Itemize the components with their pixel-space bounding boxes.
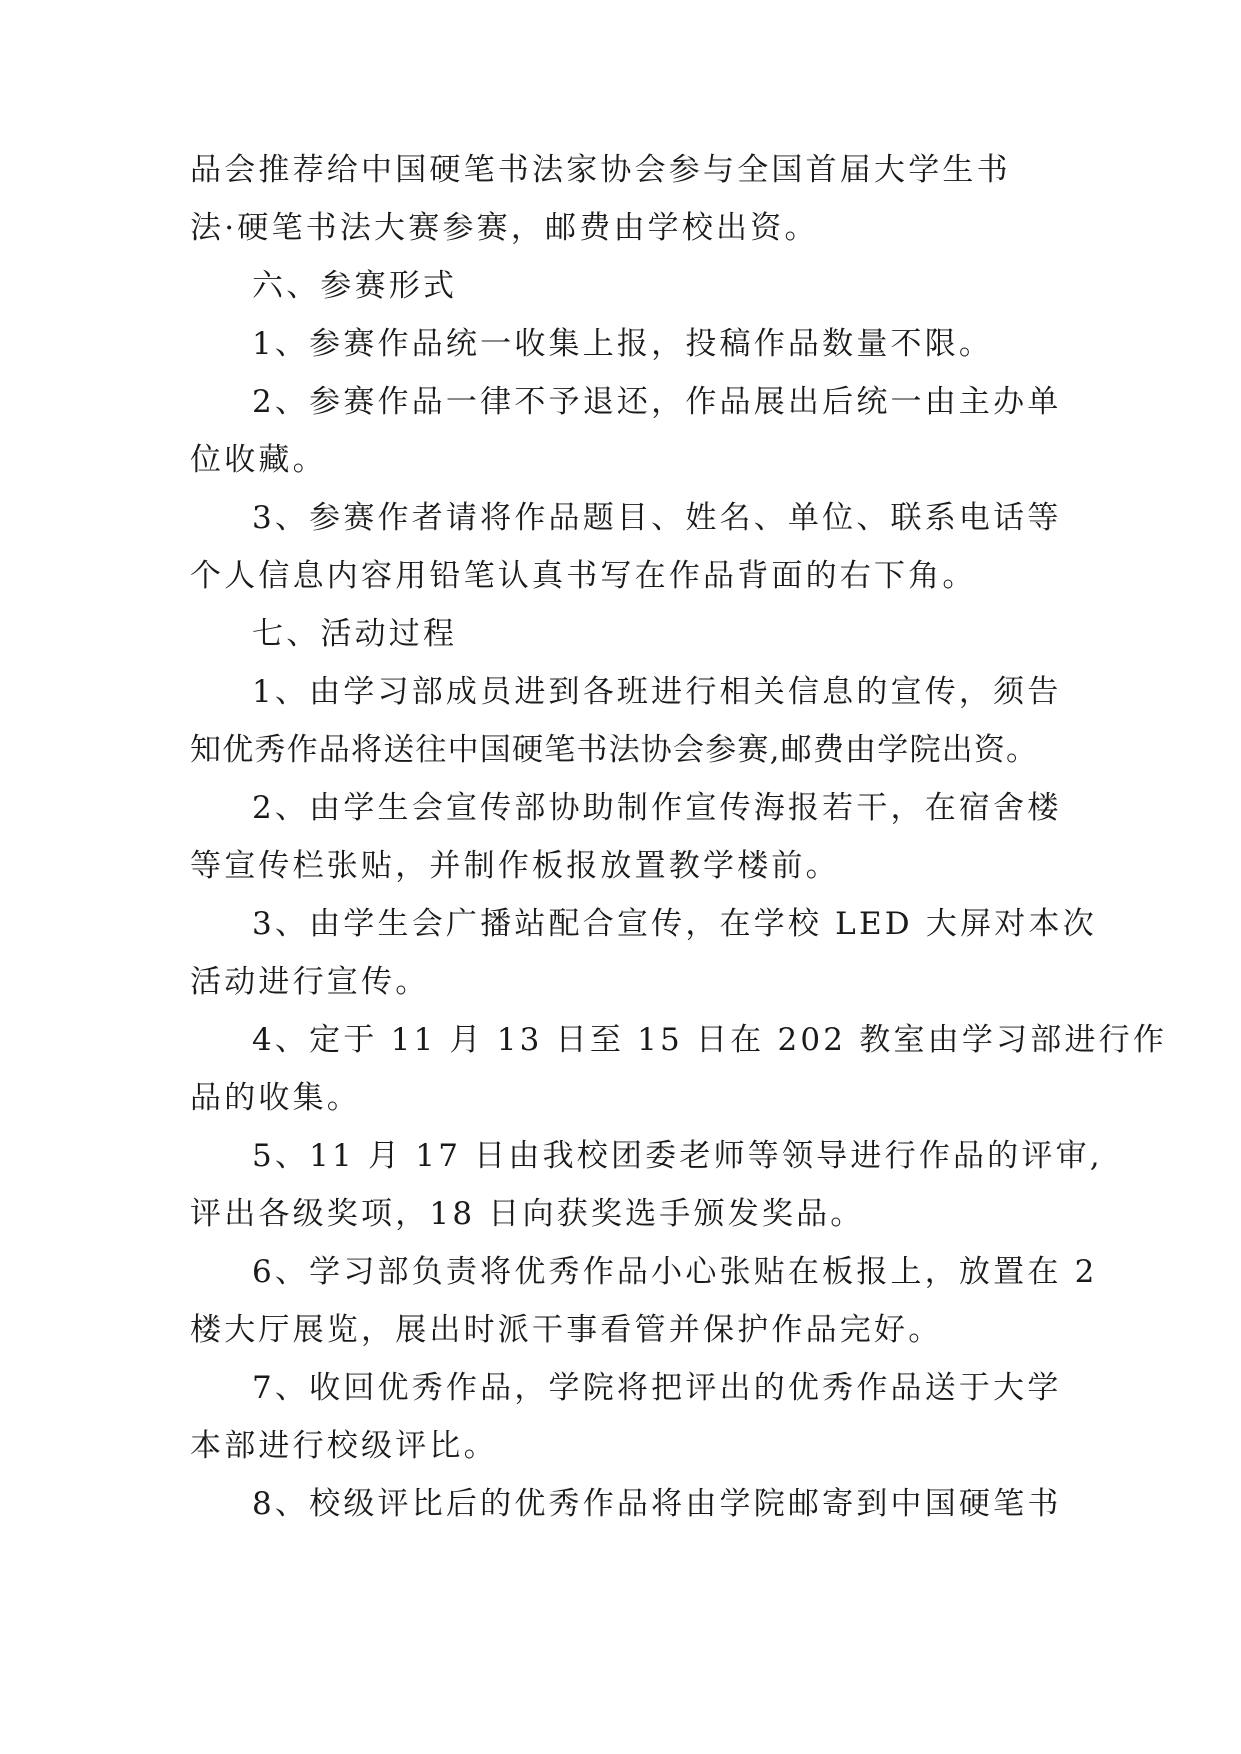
- paragraph-line: 楼大厅展览，展出时派干事看管并保护作品完好。: [190, 1312, 943, 1348]
- section-heading: 六、参赛形式: [252, 268, 458, 304]
- paragraph-line: 等宣传栏张贴，并制作板报放置教学楼前。: [190, 848, 840, 884]
- paragraph-line: 品的收集。: [190, 1080, 361, 1116]
- list-item: 1、由学习部成员进到各班进行相关信息的宣传，须告: [252, 674, 1062, 710]
- list-item: 1、参赛作品统一收集上报，投稿作品数量不限。: [252, 326, 994, 362]
- section-heading: 七、活动过程: [252, 616, 458, 652]
- paragraph-line: 评出各级奖项，18 日向获奖选手颁发奖品。: [190, 1196, 865, 1232]
- list-item: 5、11 月 17 日由我校团委老师等领导进行作品的评审,: [252, 1138, 1103, 1174]
- list-item: 2、参赛作品一律不予退还，作品展出后统一由主办单: [252, 384, 1062, 420]
- paragraph-line: 位收藏。: [190, 442, 327, 478]
- paragraph-line: 法·硬笔书法大赛参赛，邮费由学校出资。: [190, 210, 819, 246]
- paragraph-line: 品会推荐给中国硬笔书法家协会参与全国首届大学生书: [190, 152, 1011, 188]
- list-item: 8、校级评比后的优秀作品将由学院邮寄到中国硬笔书: [252, 1486, 1062, 1522]
- list-item: 2、由学生会宣传部协助制作宣传海报若干，在宿舍楼: [252, 790, 1062, 826]
- paragraph-line: 知优秀作品将送往中国硬笔书法协会参赛,邮费由学院出资。: [190, 732, 1039, 768]
- paragraph-line: 本部进行校级评比。: [190, 1428, 498, 1464]
- list-item: 3、参赛作者请将作品题目、姓名、单位、联系电话等: [252, 500, 1062, 536]
- list-item: 3、由学生会广播站配合宣传，在学校 LED 大屏对本次: [252, 906, 1097, 942]
- list-item: 6、学习部负责将优秀作品小心张贴在板报上，放置在 2: [252, 1254, 1098, 1290]
- list-item: 4、定于 11 月 13 日至 15 日在 202 教室由学习部进行作: [252, 1022, 1168, 1058]
- paragraph-line: 活动进行宣传。: [190, 964, 430, 1000]
- list-item: 7、收回优秀作品，学院将把评出的优秀作品送于大学: [252, 1370, 1062, 1406]
- paragraph-line: 个人信息内容用铅笔认真书写在作品背面的右下角。: [190, 558, 977, 594]
